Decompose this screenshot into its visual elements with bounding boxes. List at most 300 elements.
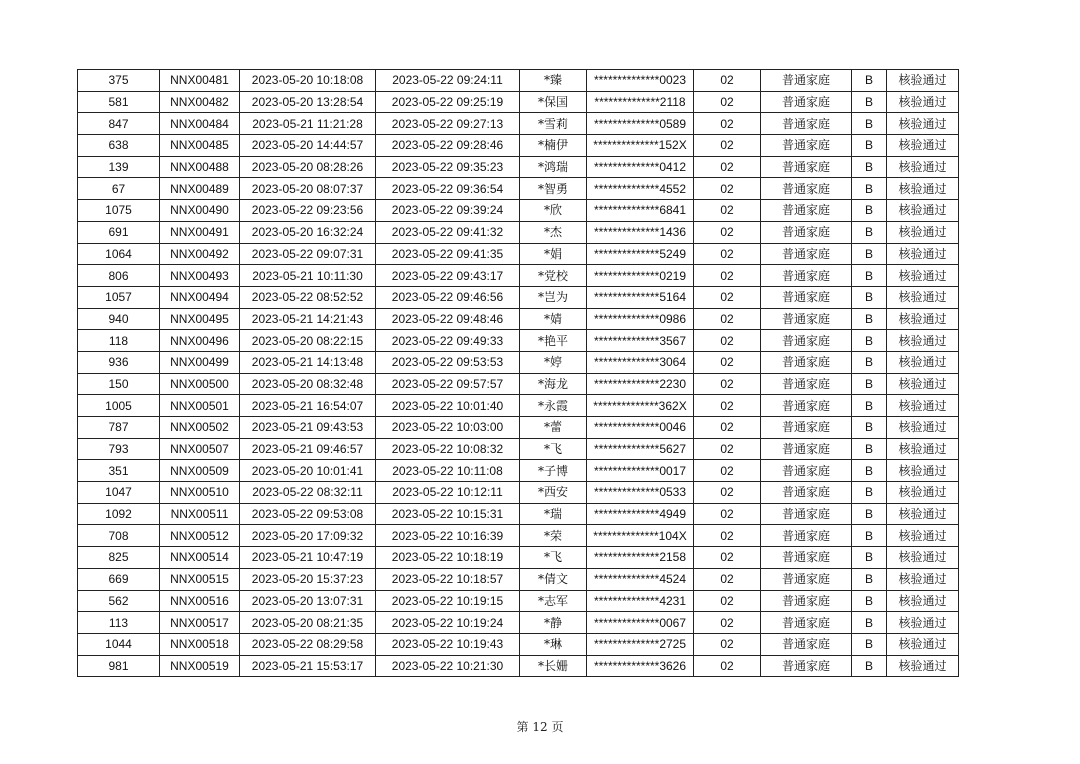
cell-verify-time: 2023-05-22 09:35:23 [376,156,520,178]
cell-name: *婧 [520,308,587,330]
cell-name: *艳平 [520,330,587,352]
cell-verify-status: 核验通过 [887,330,959,352]
cell-id-number: **************2118 [587,91,694,113]
cell-category-code: 02 [694,482,761,504]
cell-category-code: 02 [694,330,761,352]
cell-name: *琳 [520,633,587,655]
cell-application-no: NNX00490 [160,200,240,222]
cell-verify-status: 核验通过 [887,417,959,439]
cell-application-no: NNX00481 [160,70,240,92]
cell-level: B [852,568,887,590]
cell-apply-time: 2023-05-20 13:07:31 [240,590,376,612]
cell-name: *飞 [520,438,587,460]
cell-id-number: **************3567 [587,330,694,352]
cell-apply-time: 2023-05-22 08:32:11 [240,482,376,504]
cell-name: *杰 [520,221,587,243]
cell-verify-status: 核验通过 [887,612,959,634]
cell-name: *智勇 [520,178,587,200]
cell-name: *婷 [520,351,587,373]
cell-name: *欣 [520,200,587,222]
cell-name: *蕾 [520,417,587,439]
cell-application-no: NNX00494 [160,286,240,308]
cell-seq-no: 638 [78,135,160,157]
cell-verify-status: 核验通过 [887,70,959,92]
cell-household-type: 普通家庭 [761,590,852,612]
cell-id-number: **************0533 [587,482,694,504]
cell-id-number: **************0589 [587,113,694,135]
cell-level: B [852,221,887,243]
cell-verify-status: 核验通过 [887,200,959,222]
cell-id-number: **************6841 [587,200,694,222]
cell-household-type: 普通家庭 [761,243,852,265]
cell-household-type: 普通家庭 [761,655,852,677]
table-row [78,70,959,92]
table-row [78,612,959,634]
table-row [78,568,959,590]
cell-verify-status: 核验通过 [887,351,959,373]
cell-name: *臻 [520,70,587,92]
cell-level: B [852,200,887,222]
cell-application-no: NNX00519 [160,655,240,677]
cell-name: *子博 [520,460,587,482]
cell-household-type: 普通家庭 [761,612,852,634]
cell-verify-status: 核验通过 [887,547,959,569]
cell-name: *倩文 [520,568,587,590]
cell-household-type: 普通家庭 [761,351,852,373]
cell-verify-status: 核验通过 [887,482,959,504]
cell-household-type: 普通家庭 [761,330,852,352]
cell-application-no: NNX00488 [160,156,240,178]
cell-verify-time: 2023-05-22 09:41:35 [376,243,520,265]
cell-category-code: 02 [694,308,761,330]
cell-level: B [852,156,887,178]
cell-application-no: NNX00489 [160,178,240,200]
cell-category-code: 02 [694,655,761,677]
table-row [78,221,959,243]
cell-category-code: 02 [694,633,761,655]
cell-seq-no: 1064 [78,243,160,265]
cell-household-type: 普通家庭 [761,503,852,525]
cell-id-number: **************2230 [587,373,694,395]
cell-seq-no: 375 [78,70,160,92]
cell-name: *荣 [520,525,587,547]
cell-level: B [852,178,887,200]
cell-verify-time: 2023-05-22 10:19:43 [376,633,520,655]
cell-verify-time: 2023-05-22 10:12:11 [376,482,520,504]
cell-household-type: 普通家庭 [761,156,852,178]
cell-id-number: **************3626 [587,655,694,677]
table-row [78,156,959,178]
cell-verify-time: 2023-05-22 10:21:30 [376,655,520,677]
cell-verify-time: 2023-05-22 09:48:46 [376,308,520,330]
cell-household-type: 普通家庭 [761,135,852,157]
cell-household-type: 普通家庭 [761,568,852,590]
cell-seq-no: 691 [78,221,160,243]
cell-verify-status: 核验通过 [887,221,959,243]
table-row [78,91,959,113]
cell-category-code: 02 [694,612,761,634]
cell-application-no: NNX00515 [160,568,240,590]
cell-level: B [852,70,887,92]
cell-application-no: NNX00485 [160,135,240,157]
cell-category-code: 02 [694,351,761,373]
cell-verify-status: 核验通过 [887,633,959,655]
cell-category-code: 02 [694,200,761,222]
cell-name: *静 [520,612,587,634]
cell-name: *雪莉 [520,113,587,135]
page-number: 第 12 页 [516,720,564,734]
cell-household-type: 普通家庭 [761,265,852,287]
cell-verify-time: 2023-05-22 09:53:53 [376,351,520,373]
cell-apply-time: 2023-05-22 08:52:52 [240,286,376,308]
cell-category-code: 02 [694,286,761,308]
cell-seq-no: 581 [78,91,160,113]
cell-seq-no: 940 [78,308,160,330]
cell-verify-status: 核验通过 [887,373,959,395]
records-table [77,69,959,677]
cell-verify-status: 核验通过 [887,243,959,265]
cell-application-no: NNX00501 [160,395,240,417]
cell-household-type: 普通家庭 [761,460,852,482]
cell-application-no: NNX00511 [160,503,240,525]
cell-id-number: **************0067 [587,612,694,634]
cell-id-number: **************0023 [587,70,694,92]
cell-apply-time: 2023-05-21 16:54:07 [240,395,376,417]
cell-category-code: 02 [694,395,761,417]
cell-category-code: 02 [694,178,761,200]
cell-verify-time: 2023-05-22 09:25:19 [376,91,520,113]
cell-application-no: NNX00509 [160,460,240,482]
cell-level: B [852,655,887,677]
cell-household-type: 普通家庭 [761,178,852,200]
table-row [78,438,959,460]
cell-apply-time: 2023-05-20 14:44:57 [240,135,376,157]
cell-application-no: NNX00516 [160,590,240,612]
cell-level: B [852,633,887,655]
cell-id-number: **************0412 [587,156,694,178]
table-row [78,633,959,655]
table-row [78,308,959,330]
table-row [78,395,959,417]
cell-application-no: NNX00518 [160,633,240,655]
cell-name: *岂为 [520,286,587,308]
cell-category-code: 02 [694,243,761,265]
cell-household-type: 普通家庭 [761,633,852,655]
cell-level: B [852,525,887,547]
cell-verify-status: 核验通过 [887,265,959,287]
cell-id-number: **************2725 [587,633,694,655]
cell-apply-time: 2023-05-20 13:28:54 [240,91,376,113]
cell-category-code: 02 [694,503,761,525]
cell-apply-time: 2023-05-21 10:47:19 [240,547,376,569]
cell-household-type: 普通家庭 [761,113,852,135]
cell-verify-status: 核验通过 [887,525,959,547]
cell-seq-no: 1044 [78,633,160,655]
cell-id-number: **************5164 [587,286,694,308]
cell-household-type: 普通家庭 [761,221,852,243]
cell-category-code: 02 [694,547,761,569]
cell-application-no: NNX00514 [160,547,240,569]
cell-verify-status: 核验通过 [887,568,959,590]
table-row [78,330,959,352]
cell-apply-time: 2023-05-20 15:37:23 [240,568,376,590]
cell-household-type: 普通家庭 [761,395,852,417]
cell-apply-time: 2023-05-21 10:11:30 [240,265,376,287]
cell-verify-time: 2023-05-22 09:49:33 [376,330,520,352]
cell-household-type: 普通家庭 [761,373,852,395]
cell-application-no: NNX00484 [160,113,240,135]
cell-application-no: NNX00510 [160,482,240,504]
cell-category-code: 02 [694,70,761,92]
cell-name: *飞 [520,547,587,569]
cell-category-code: 02 [694,113,761,135]
records-table-body [78,70,959,677]
cell-seq-no: 118 [78,330,160,352]
cell-level: B [852,286,887,308]
cell-id-number: **************0017 [587,460,694,482]
cell-category-code: 02 [694,221,761,243]
cell-level: B [852,547,887,569]
cell-seq-no: 1005 [78,395,160,417]
cell-name: *娟 [520,243,587,265]
cell-apply-time: 2023-05-21 14:21:43 [240,308,376,330]
cell-level: B [852,612,887,634]
cell-application-no: NNX00495 [160,308,240,330]
cell-household-type: 普通家庭 [761,438,852,460]
cell-apply-time: 2023-05-21 15:53:17 [240,655,376,677]
cell-verify-time: 2023-05-22 10:18:19 [376,547,520,569]
cell-level: B [852,351,887,373]
cell-id-number: **************104X [587,525,694,547]
cell-category-code: 02 [694,373,761,395]
cell-level: B [852,482,887,504]
cell-seq-no: 113 [78,612,160,634]
cell-apply-time: 2023-05-21 09:46:57 [240,438,376,460]
cell-apply-time: 2023-05-20 08:32:48 [240,373,376,395]
cell-level: B [852,330,887,352]
cell-level: B [852,373,887,395]
cell-verify-time: 2023-05-22 10:08:32 [376,438,520,460]
cell-verify-status: 核验通过 [887,438,959,460]
cell-verify-time: 2023-05-22 10:19:24 [376,612,520,634]
cell-level: B [852,243,887,265]
cell-verify-status: 核验通过 [887,286,959,308]
table-row [78,503,959,525]
cell-id-number: **************5249 [587,243,694,265]
cell-household-type: 普通家庭 [761,91,852,113]
cell-apply-time: 2023-05-21 11:21:28 [240,113,376,135]
cell-seq-no: 806 [78,265,160,287]
cell-verify-status: 核验通过 [887,135,959,157]
table-row [78,200,959,222]
cell-category-code: 02 [694,525,761,547]
cell-household-type: 普通家庭 [761,70,852,92]
table-row [78,135,959,157]
cell-verify-time: 2023-05-22 09:28:46 [376,135,520,157]
table-row [78,265,959,287]
cell-id-number: **************152X [587,135,694,157]
cell-verify-status: 核验通过 [887,91,959,113]
cell-id-number: **************4552 [587,178,694,200]
cell-apply-time: 2023-05-20 08:07:37 [240,178,376,200]
cell-category-code: 02 [694,265,761,287]
cell-household-type: 普通家庭 [761,308,852,330]
cell-verify-time: 2023-05-22 09:24:11 [376,70,520,92]
cell-level: B [852,590,887,612]
table-row [78,113,959,135]
cell-verify-status: 核验通过 [887,308,959,330]
cell-name: *瑞 [520,503,587,525]
cell-household-type: 普通家庭 [761,482,852,504]
cell-seq-no: 150 [78,373,160,395]
table-row [78,482,959,504]
cell-verify-time: 2023-05-22 10:18:57 [376,568,520,590]
cell-apply-time: 2023-05-22 09:07:31 [240,243,376,265]
cell-apply-time: 2023-05-22 08:29:58 [240,633,376,655]
table-row [78,286,959,308]
cell-level: B [852,417,887,439]
cell-seq-no: 825 [78,547,160,569]
table-row [78,655,959,677]
cell-name: *志军 [520,590,587,612]
table-row [78,417,959,439]
cell-household-type: 普通家庭 [761,417,852,439]
cell-verify-status: 核验通过 [887,156,959,178]
cell-verify-time: 2023-05-22 10:15:31 [376,503,520,525]
cell-name: *永霞 [520,395,587,417]
cell-verify-status: 核验通过 [887,113,959,135]
cell-apply-time: 2023-05-22 09:53:08 [240,503,376,525]
table-row [78,547,959,569]
cell-application-no: NNX00496 [160,330,240,352]
cell-application-no: NNX00491 [160,221,240,243]
cell-seq-no: 936 [78,351,160,373]
cell-seq-no: 708 [78,525,160,547]
cell-apply-time: 2023-05-21 09:43:53 [240,417,376,439]
cell-application-no: NNX00482 [160,91,240,113]
cell-verify-status: 核验通过 [887,460,959,482]
cell-id-number: **************4231 [587,590,694,612]
table-row [78,243,959,265]
cell-id-number: **************0986 [587,308,694,330]
cell-seq-no: 787 [78,417,160,439]
cell-apply-time: 2023-05-21 14:13:48 [240,351,376,373]
cell-level: B [852,91,887,113]
cell-application-no: NNX00499 [160,351,240,373]
cell-seq-no: 1075 [78,200,160,222]
cell-level: B [852,460,887,482]
cell-level: B [852,113,887,135]
cell-verify-time: 2023-05-22 10:01:40 [376,395,520,417]
cell-category-code: 02 [694,135,761,157]
cell-verify-time: 2023-05-22 09:27:13 [376,113,520,135]
cell-apply-time: 2023-05-20 08:21:35 [240,612,376,634]
cell-household-type: 普通家庭 [761,525,852,547]
cell-application-no: NNX00500 [160,373,240,395]
cell-id-number: **************2158 [587,547,694,569]
cell-apply-time: 2023-05-20 10:01:41 [240,460,376,482]
cell-household-type: 普通家庭 [761,200,852,222]
table-row [78,460,959,482]
cell-id-number: **************0219 [587,265,694,287]
cell-id-number: **************5627 [587,438,694,460]
cell-category-code: 02 [694,590,761,612]
cell-verify-time: 2023-05-22 09:41:32 [376,221,520,243]
cell-seq-no: 139 [78,156,160,178]
cell-apply-time: 2023-05-20 17:09:32 [240,525,376,547]
table-row [78,351,959,373]
cell-id-number: **************4949 [587,503,694,525]
cell-level: B [852,265,887,287]
cell-verify-time: 2023-05-22 09:36:54 [376,178,520,200]
cell-seq-no: 1047 [78,482,160,504]
cell-id-number: **************0046 [587,417,694,439]
cell-apply-time: 2023-05-20 16:32:24 [240,221,376,243]
cell-verify-time: 2023-05-22 10:19:15 [376,590,520,612]
cell-seq-no: 847 [78,113,160,135]
cell-category-code: 02 [694,460,761,482]
cell-seq-no: 793 [78,438,160,460]
cell-seq-no: 1092 [78,503,160,525]
cell-seq-no: 562 [78,590,160,612]
cell-seq-no: 1057 [78,286,160,308]
cell-id-number: **************3064 [587,351,694,373]
cell-verify-time: 2023-05-22 09:57:57 [376,373,520,395]
cell-verify-time: 2023-05-22 09:39:24 [376,200,520,222]
cell-verify-status: 核验通过 [887,655,959,677]
cell-name: *长姗 [520,655,587,677]
cell-name: *楠伊 [520,135,587,157]
cell-apply-time: 2023-05-20 10:18:08 [240,70,376,92]
cell-application-no: NNX00517 [160,612,240,634]
cell-level: B [852,395,887,417]
cell-seq-no: 67 [78,178,160,200]
cell-name: *党校 [520,265,587,287]
cell-seq-no: 351 [78,460,160,482]
cell-name: *保国 [520,91,587,113]
cell-level: B [852,438,887,460]
table-row [78,590,959,612]
cell-level: B [852,308,887,330]
table-row [78,525,959,547]
cell-id-number: **************4524 [587,568,694,590]
cell-apply-time: 2023-05-20 08:28:26 [240,156,376,178]
cell-category-code: 02 [694,156,761,178]
cell-household-type: 普通家庭 [761,286,852,308]
cell-name: *海龙 [520,373,587,395]
cell-level: B [852,135,887,157]
cell-category-code: 02 [694,91,761,113]
cell-level: B [852,503,887,525]
cell-category-code: 02 [694,568,761,590]
cell-verify-time: 2023-05-22 10:03:00 [376,417,520,439]
cell-category-code: 02 [694,417,761,439]
cell-seq-no: 981 [78,655,160,677]
cell-application-no: NNX00492 [160,243,240,265]
cell-application-no: NNX00502 [160,417,240,439]
cell-verify-time: 2023-05-22 10:11:08 [376,460,520,482]
cell-application-no: NNX00493 [160,265,240,287]
cell-household-type: 普通家庭 [761,547,852,569]
cell-apply-time: 2023-05-20 08:22:15 [240,330,376,352]
cell-category-code: 02 [694,438,761,460]
cell-verify-status: 核验通过 [887,590,959,612]
cell-seq-no: 669 [78,568,160,590]
cell-name: *西安 [520,482,587,504]
cell-name: *鸿瑞 [520,156,587,178]
cell-verify-status: 核验通过 [887,503,959,525]
cell-verify-status: 核验通过 [887,395,959,417]
